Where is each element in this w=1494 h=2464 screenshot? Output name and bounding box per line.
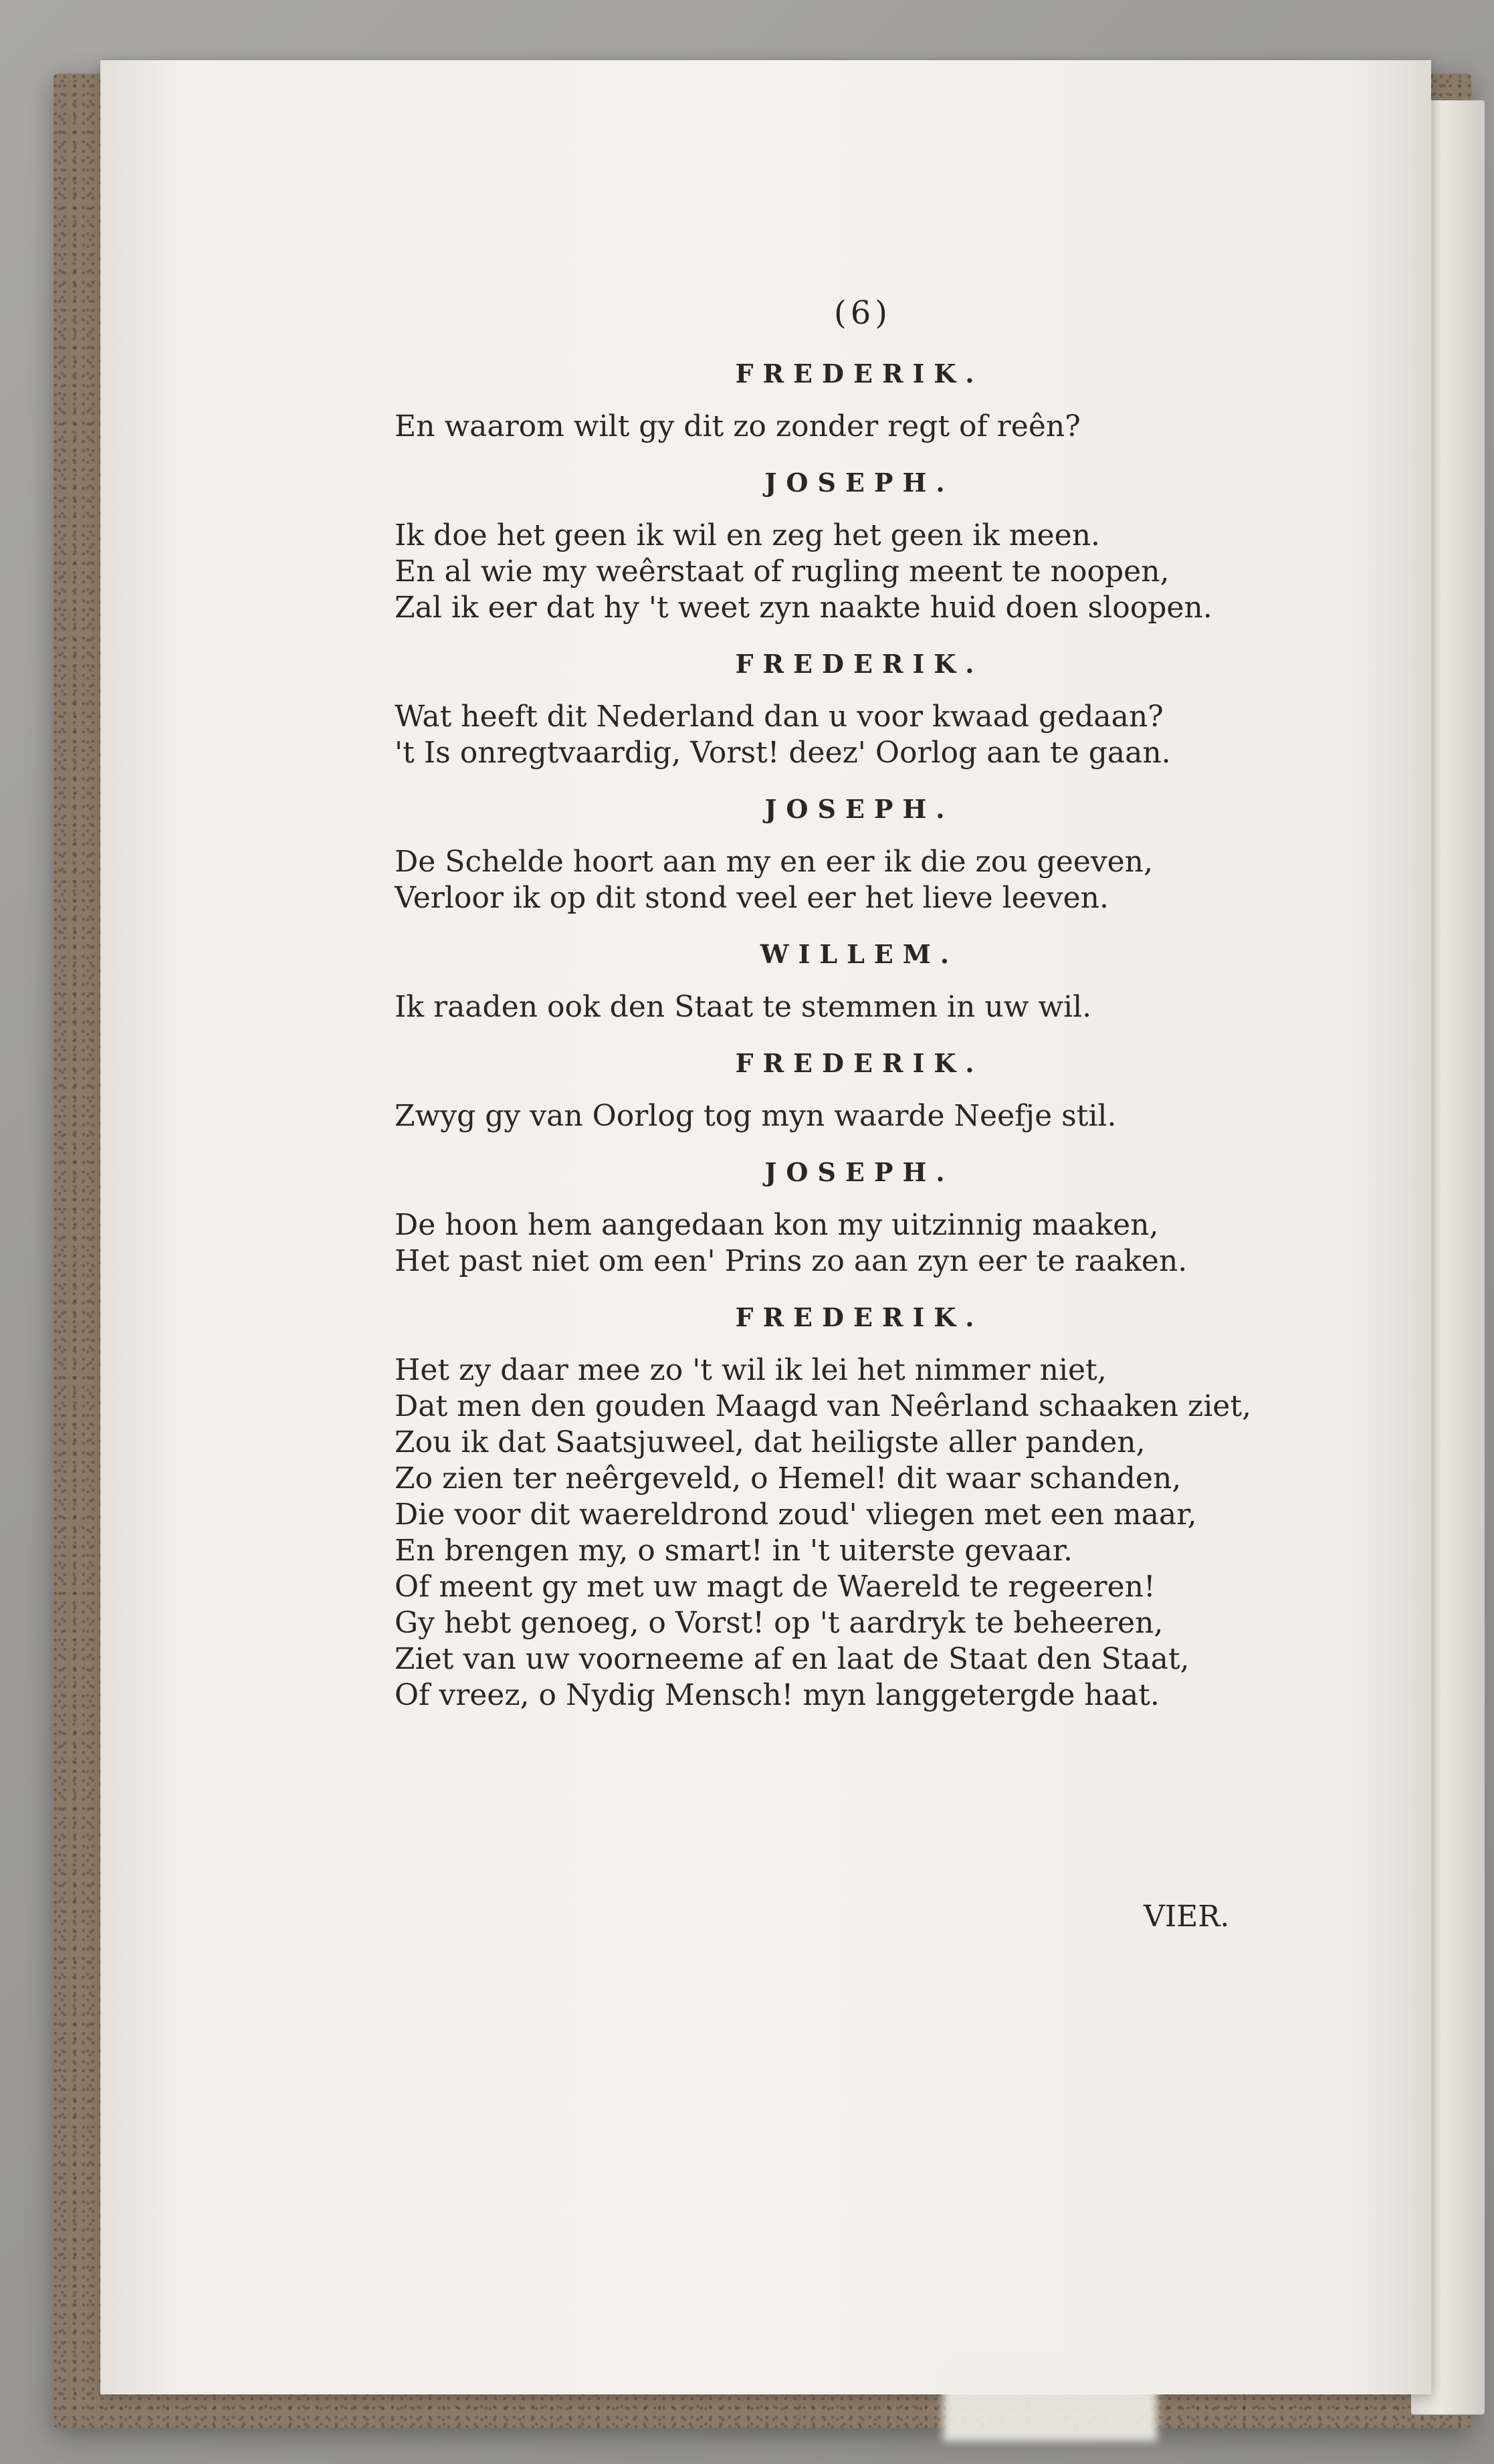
verse-line: Of vreez, o Nydig Mensch! myn langgetergde haat. — [395, 1678, 1160, 1712]
speaker-name: FREDERIK. — [735, 649, 984, 679]
verse-line: De Schelde hoort aan my en eer ik die zou geeven, — [395, 845, 1154, 879]
section — [395, 1048, 1411, 1134]
verse-line: Ik doe het geen ik wil en zeg het geen ik meen. — [395, 518, 1101, 552]
section — [395, 358, 1411, 445]
verse-line: Dat men den gouden Maagd van Neêrland schaaken ziet, — [395, 1389, 1251, 1423]
verse-line: Het past niet om een' Prins zo aan zyn eer te raaken. — [395, 1244, 1188, 1278]
verse-line: Ik raaden ook den Staat te stemmen in uw wil. — [395, 990, 1092, 1024]
section — [395, 939, 1411, 1025]
section — [395, 468, 1411, 626]
verse-line: Gy hebt genoeg, o Vorst! op 't aardryk te beheeren, — [395, 1606, 1164, 1640]
section — [395, 1157, 1411, 1279]
speaker-name: JOSEPH. — [764, 794, 954, 824]
verse-line: Zou ik dat Saatsjuweel, dat heiligste aller panden, — [395, 1425, 1146, 1459]
page-text — [395, 294, 1411, 1714]
redaction-patch — [943, 2361, 1157, 2441]
speaker-name: WILLEM. — [760, 939, 959, 969]
verse-line: 't Is onregtvaardig, Vorst! deez' Oorlog aan te gaan. — [395, 736, 1171, 770]
book-page — [100, 60, 1431, 2394]
verse-line: De hoon hem aangedaan kon my uitzinnig maaken, — [395, 1208, 1159, 1242]
verse-line: Zal ik eer dat hy 't weet zyn naakte huid doen sloopen. — [395, 591, 1212, 625]
section — [395, 649, 1411, 771]
speaker-name: JOSEPH. — [764, 468, 954, 498]
verse-line: En brengen my, o smart! in 't uiterste gevaar. — [395, 1534, 1073, 1568]
verse-line: Zwyg gy van Oorlog tog myn waarde Neefje stil. — [395, 1099, 1117, 1133]
verse-line: Zo zien ter neêrgeveld, o Hemel! dit waar schanden, — [395, 1461, 1182, 1496]
speaker-name: FREDERIK. — [735, 1048, 984, 1078]
verse-line: Ziet van uw voorneeme af en laat de Staat den Staat, — [395, 1642, 1190, 1676]
verse-line: Verloor ik op dit stond veel eer het lieve leeven. — [395, 881, 1109, 915]
catchword: VIER. — [1144, 1900, 1230, 1934]
verse-line: En waarom wilt gy dit zo zonder regt of reên? — [395, 409, 1081, 443]
verse-line: Die voor dit waereldrond zoud' vliegen met een maar, — [395, 1498, 1197, 1532]
speaker-name: FREDERIK. — [735, 358, 984, 389]
speaker-name: FREDERIK. — [735, 1302, 984, 1332]
section — [395, 794, 1411, 916]
verse-line: Wat heeft dit Nederland dan u voor kwaad gedaan? — [395, 700, 1164, 734]
page-number: (6) — [834, 294, 891, 332]
verse-line: Het zy daar mee zo 't wil ik lei het nimmer niet, — [395, 1353, 1107, 1387]
section — [395, 1302, 1411, 1714]
speaker-name: JOSEPH. — [764, 1157, 954, 1187]
verse-line: En al wie my weêrstaat of rugling meent te noopen, — [395, 554, 1170, 589]
verse-line: Of meent gy met uw magt de Waereld te regeeren! — [395, 1570, 1156, 1604]
